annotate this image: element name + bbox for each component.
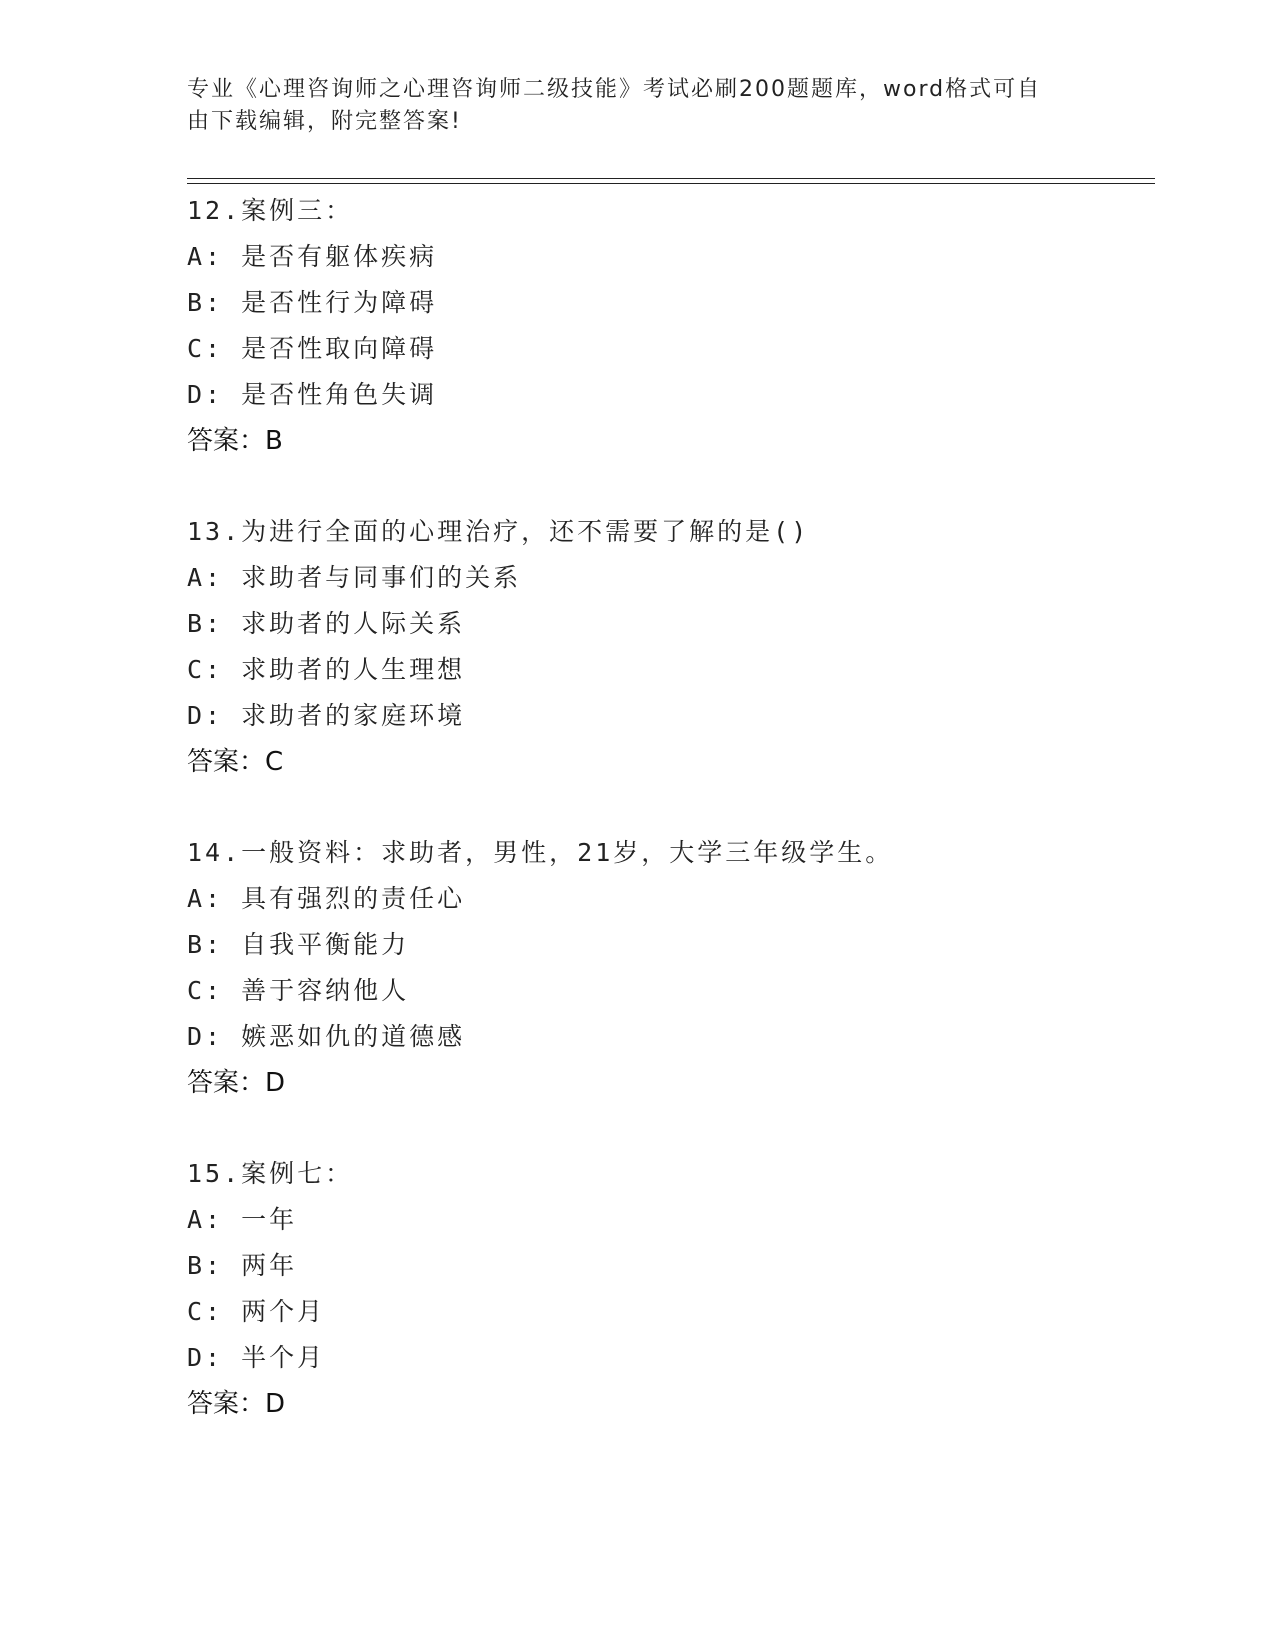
option-d: D: 求助者的家庭环境 <box>187 701 466 730</box>
header-line-1: 专业《心理咨询师之心理咨询师二级技能》考试必刷200题题库，word格式可自 <box>187 77 1042 102</box>
option-b: B: 求助者的人际关系 <box>187 609 466 638</box>
answer-line: 答案：C <box>187 747 284 777</box>
option-c: C: 是否性取向障碍 <box>187 334 438 363</box>
option-b: B: 是否性行为障碍 <box>187 288 438 317</box>
question-14 <box>187 830 1147 1106</box>
option-d: D: 是否性角色失调 <box>187 380 438 409</box>
question-12 <box>187 188 1147 464</box>
option-d: D: 半个月 <box>187 1343 326 1372</box>
document-header <box>187 74 1067 138</box>
answer-line: 答案：D <box>187 1068 286 1098</box>
question-stem: 12.案例三： <box>187 196 354 225</box>
option-c: C: 善于容纳他人 <box>187 976 410 1005</box>
option-c: C: 求助者的人生理想 <box>187 655 466 684</box>
option-b: B: 两年 <box>187 1251 298 1280</box>
question-15 <box>187 1151 1147 1427</box>
header-divider-bottom <box>187 183 1155 184</box>
option-a: A: 是否有躯体疾病 <box>187 242 438 271</box>
header-divider-top <box>187 178 1155 179</box>
question-stem: 14.一般资料：求助者，男性，21岁，大学三年级学生。 <box>187 838 894 867</box>
option-a: A: 一年 <box>187 1205 298 1234</box>
option-c: C: 两个月 <box>187 1297 326 1326</box>
question-stem: 15.案例七： <box>187 1159 354 1188</box>
option-d: D: 嫉恶如仇的道德感 <box>187 1022 466 1051</box>
question-list <box>187 188 1147 1472</box>
header-line-2: 由下载编辑，附完整答案! <box>187 109 462 134</box>
question-stem: 13.为进行全面的心理治疗，还不需要了解的是() <box>187 517 810 546</box>
question-13 <box>187 509 1147 785</box>
option-a: A: 求助者与同事们的关系 <box>187 563 522 592</box>
option-a: A: 具有强烈的责任心 <box>187 884 466 913</box>
answer-line: 答案：B <box>187 426 283 456</box>
answer-line: 答案：D <box>187 1389 286 1419</box>
option-b: B: 自我平衡能力 <box>187 930 410 959</box>
